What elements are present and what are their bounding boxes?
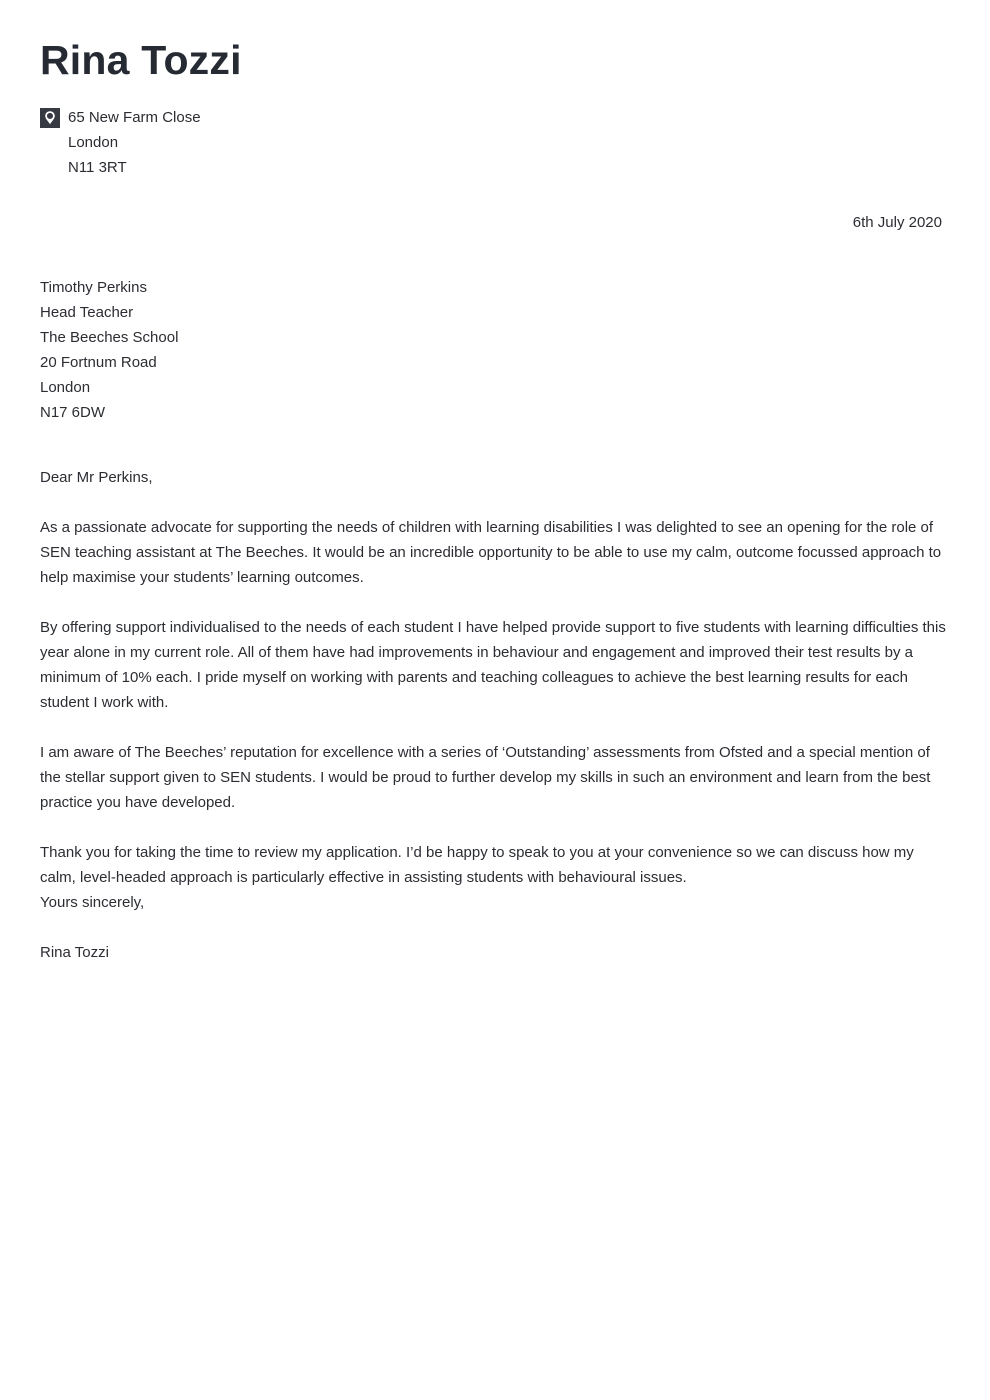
sender-address-line-city: London bbox=[68, 134, 119, 151]
sender-name: Rina Tozzi bbox=[40, 37, 242, 83]
letter-signoff: Yours sincerely, bbox=[40, 894, 145, 911]
letter-paragraph: As a passionate advocate for supporting the needs of children with learning disabilities I was delighted to see an opening for the role of SEN teaching assistant at The Beeches. It would be an incredible opportunity to be able to use my calm, outcome focussed approach to help maximise your students’ learning outcomes. bbox=[40, 519, 942, 586]
recipient-block bbox=[40, 275, 178, 425]
recipient-title: Head Teacher bbox=[40, 304, 134, 321]
letter-date: 6th July 2020 bbox=[852, 214, 942, 231]
recipient-postcode: N17 6DW bbox=[40, 404, 106, 421]
sender-address-line-postcode: N11 3RT bbox=[68, 159, 127, 176]
letter-paragraph: I am aware of The Beeches’ reputation for excellence with a series of ‘Outstanding’ assessments from Ofsted and a special mention of the stellar support given to SEN students. I would be proud to further develop my skills in such an environment and learn from the best practice you have developed. bbox=[40, 744, 931, 811]
sender-address-lines bbox=[68, 105, 201, 180]
letter-paragraph: By offering support individualised to the needs of each student I have helped provide support to five students with learning difficulties this year alone in my current role. All of them have had improvements in behaviour and engagement and improved their test results by a minimum of 10% each. I pride myself on working with parents and teaching colleagues to achieve the best learning results for each student I work with. bbox=[40, 619, 946, 711]
letter-paragraph: Thank you for taking the time to review my application. I’d be happy to speak to you at your convenience so we can discuss how my calm, level-headed approach is particularly effective in assisting students with behavioural issues. bbox=[40, 844, 914, 886]
recipient-organisation: The Beeches School bbox=[40, 329, 179, 346]
letter-signature: Rina Tozzi bbox=[40, 944, 109, 961]
recipient-name: Timothy Perkins bbox=[40, 279, 147, 296]
sender-address-line-street: 65 New Farm Close bbox=[68, 109, 201, 126]
location-pin-icon bbox=[40, 108, 60, 128]
recipient-street: 20 Fortnum Road bbox=[40, 354, 157, 371]
letter-body bbox=[40, 465, 950, 965]
letter-greeting: Dear Mr Perkins, bbox=[40, 469, 153, 486]
recipient-city: London bbox=[40, 379, 91, 396]
